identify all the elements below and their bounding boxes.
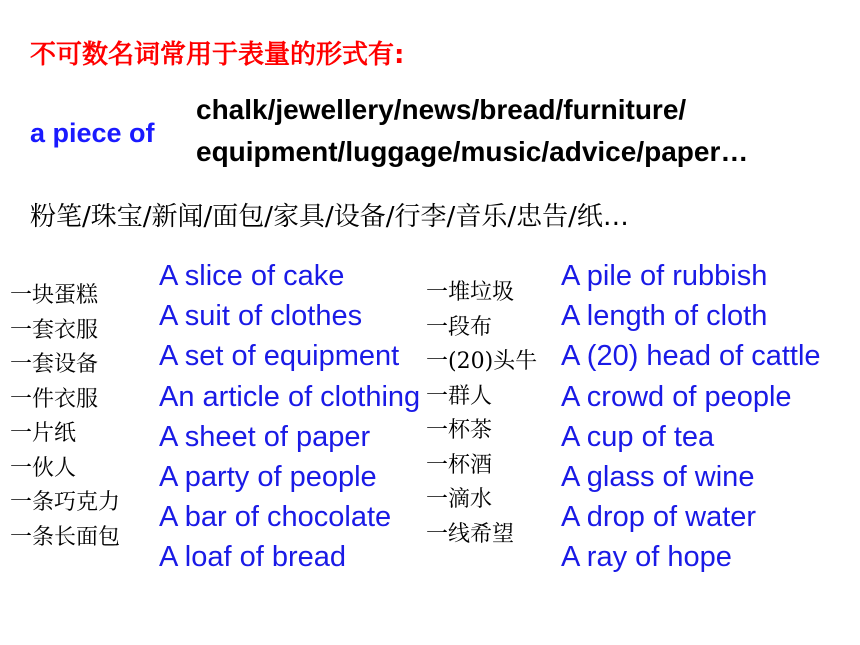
chinese-phrase: 一件衣服 — [10, 386, 99, 412]
chinese-phrase: 一堆垃圾 — [426, 280, 515, 305]
a-piece-of-label: a piece of — [30, 118, 155, 148]
english-phrase: A slice of cake — [159, 260, 345, 292]
english-phrase: A crowd of people — [561, 380, 792, 413]
left-chinese-list — [10, 279, 120, 555]
chinese-phrase: 一(20)头牛 — [426, 349, 538, 374]
english-phrase: A suit of clothes — [159, 300, 363, 333]
chinese-phrase: 一套设备 — [10, 352, 99, 377]
english-phrase: A (20) head of cattle — [561, 340, 821, 373]
right-english-list — [561, 256, 821, 578]
chinese-phrase: 一群人 — [426, 383, 493, 409]
chinese-noun-list: 粉笔/珠宝/新闻/面包/家具/设备/行李/音乐/忠告/纸… — [30, 202, 629, 232]
chinese-phrase: 一片纸 — [10, 421, 77, 446]
english-phrase: A drop of water — [561, 501, 757, 534]
chinese-phrase: 一杯酒 — [426, 452, 493, 478]
chinese-phrase: 一块蛋糕 — [10, 283, 99, 308]
chinese-phrase: 一滴水 — [426, 487, 493, 512]
chinese-phrase: 一条长面包 — [10, 524, 121, 550]
chinese-phrase: 一伙人 — [10, 455, 77, 481]
chinese-phrase: 一杯茶 — [426, 418, 493, 443]
english-phrase: A set of equipment — [159, 340, 400, 373]
noun-list-line-2: equipment/luggage/music/advice/paper… — [196, 136, 749, 167]
left-english-list — [159, 256, 420, 578]
english-phrase: An article of clothing — [159, 380, 421, 413]
right-chinese-list — [426, 276, 537, 552]
noun-list-line-1: chalk/jewellery/news/bread/furniture/ — [196, 94, 687, 125]
english-phrase: A pile of rubbish — [561, 260, 768, 292]
chinese-phrase: 一段布 — [426, 314, 493, 340]
chinese-phrase: 一套衣服 — [10, 317, 99, 343]
english-phrase: A length of cloth — [561, 300, 768, 333]
english-phrase: A cup of tea — [561, 420, 715, 453]
english-phrase: A loaf of bread — [159, 541, 347, 574]
page-title: 不可数名词常用于表量的形式有: — [30, 40, 405, 70]
english-phrase: A party of people — [159, 460, 377, 493]
chinese-phrase: 一条巧克力 — [10, 490, 121, 515]
english-phrase: A sheet of paper — [159, 420, 371, 453]
english-phrase: A glass of wine — [561, 460, 755, 493]
chinese-phrase: 一线希望 — [426, 521, 515, 547]
english-phrase: A ray of hope — [561, 541, 732, 574]
english-phrase: A bar of chocolate — [159, 501, 392, 534]
